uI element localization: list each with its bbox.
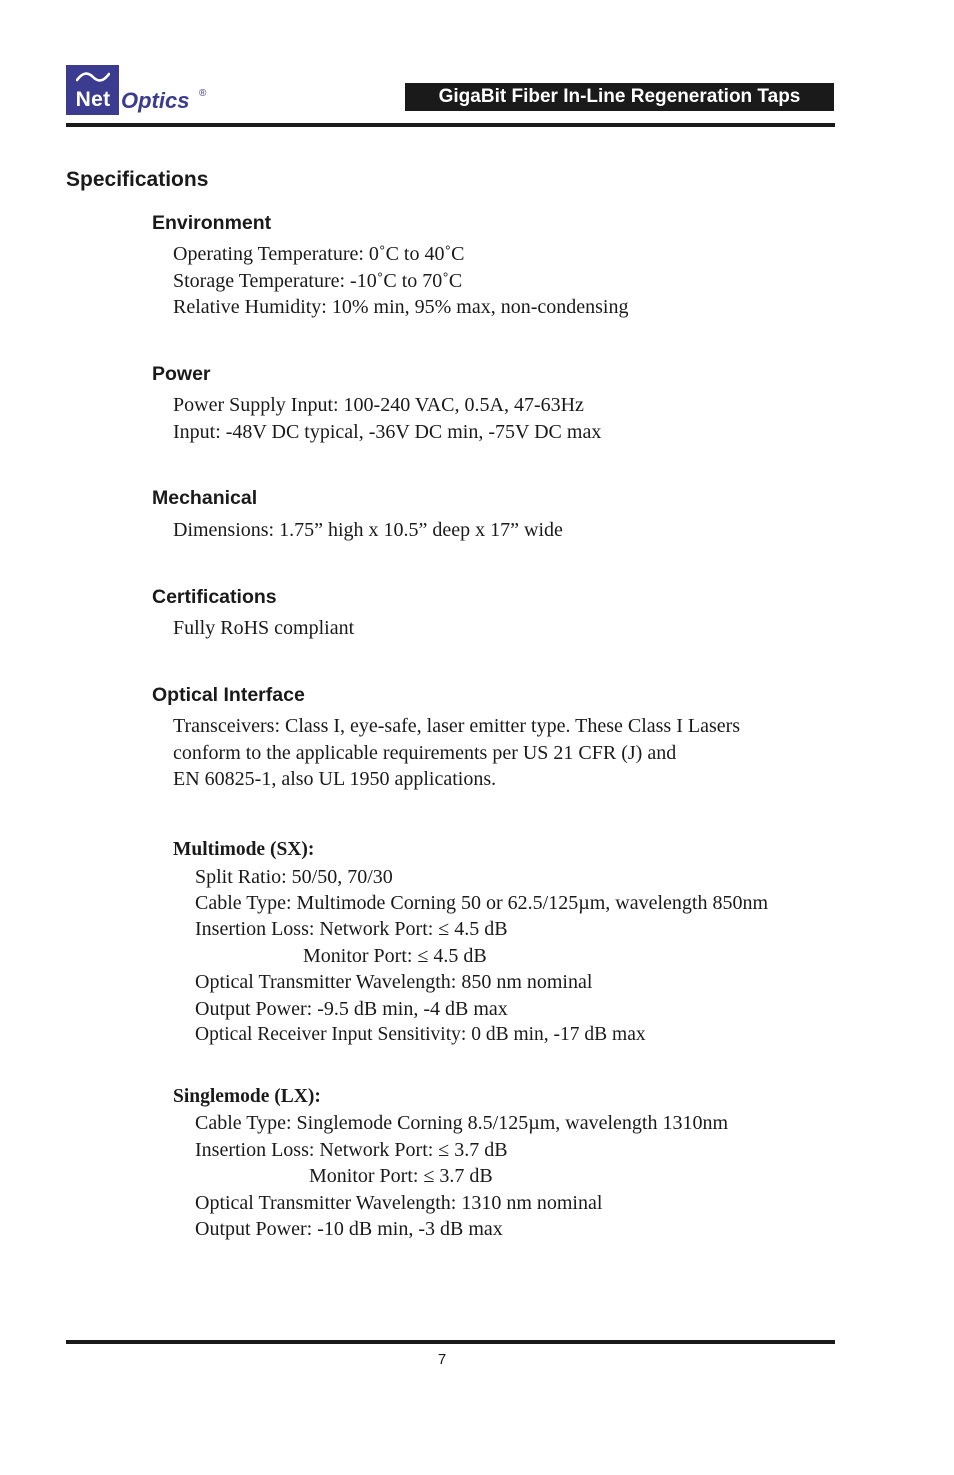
spec-line: Relative Humidity: 10% min, 95% max, non-condensing [173, 296, 629, 318]
spec-line: Monitor Port: ≤ 4.5 dB [303, 945, 487, 967]
spec-line: Operating Temperature: 0˚C to 40˚C [173, 243, 465, 265]
subheading-singlemode: Singlemode (LX): [173, 1086, 321, 1107]
footer-divider [66, 1340, 835, 1344]
logo-text-net: Net [75, 88, 111, 111]
spec-line: EN 60825-1, also UL 1950 applications. [173, 768, 497, 790]
spec-line: Insertion Loss: Network Port: ≤ 4.5 dB [195, 918, 508, 940]
spec-line: Optical Receiver Input Sensitivity: 0 dB min, -17 dB max [195, 1024, 646, 1045]
section-heading-power: Power [152, 363, 211, 385]
spec-line: Cable Type: Singlemode Corning 8.5/125µm, wavelength 1310nm [195, 1112, 729, 1134]
section-heading-optical-interface: Optical Interface [152, 684, 305, 706]
document-title: GigaBit Fiber In-Line Regeneration Taps [405, 83, 834, 111]
spec-line: Storage Temperature: -10˚C to 70˚C [173, 270, 463, 292]
logo-text-optics: Optics [121, 88, 190, 113]
spec-line: Optical Transmitter Wavelength: 1310 nm nominal [195, 1192, 603, 1214]
spec-line: Dimensions: 1.75” high x 10.5” deep x 17” wide [173, 519, 563, 541]
spec-line: Output Power: -10 dB min, -3 dB max [195, 1218, 503, 1240]
spec-line: Optical Transmitter Wavelength: 850 nm nominal [195, 971, 593, 993]
page-title: Specifications [66, 168, 209, 191]
spec-line: conform to the applicable requirements per US 21 CFR (J) and [173, 742, 677, 764]
page-number: 7 [437, 1351, 447, 1368]
section-heading-mechanical: Mechanical [152, 487, 258, 509]
subheading-multimode: Multimode (SX): [173, 839, 315, 860]
spec-line: Split Ratio: 50/50, 70/30 [195, 866, 393, 888]
spec-line: Monitor Port: ≤ 3.7 dB [309, 1165, 493, 1187]
spec-line: Cable Type: Multimode Corning 50 or 62.5/125µm, wavelength 850nm [195, 892, 769, 914]
spec-line: Power Supply Input: 100-240 VAC, 0.5A, 47-63Hz [173, 394, 584, 416]
spec-line: Fully RoHS compliant [173, 617, 355, 639]
spec-line: Insertion Loss: Network Port: ≤ 3.7 dB [195, 1139, 508, 1161]
wave-icon [76, 70, 110, 84]
spec-line: Input: -48V DC typical, -36V DC min, -75V DC max [173, 421, 602, 443]
spec-line: Output Power: -9.5 dB min, -4 dB max [195, 998, 508, 1020]
section-heading-environment: Environment [152, 212, 272, 234]
section-heading-certifications: Certifications [152, 586, 277, 608]
registered-mark: ® [199, 88, 207, 99]
header-divider [66, 123, 835, 127]
spec-line: Transceivers: Class I, eye-safe, laser emitter type. These Class I Lasers [173, 715, 741, 737]
